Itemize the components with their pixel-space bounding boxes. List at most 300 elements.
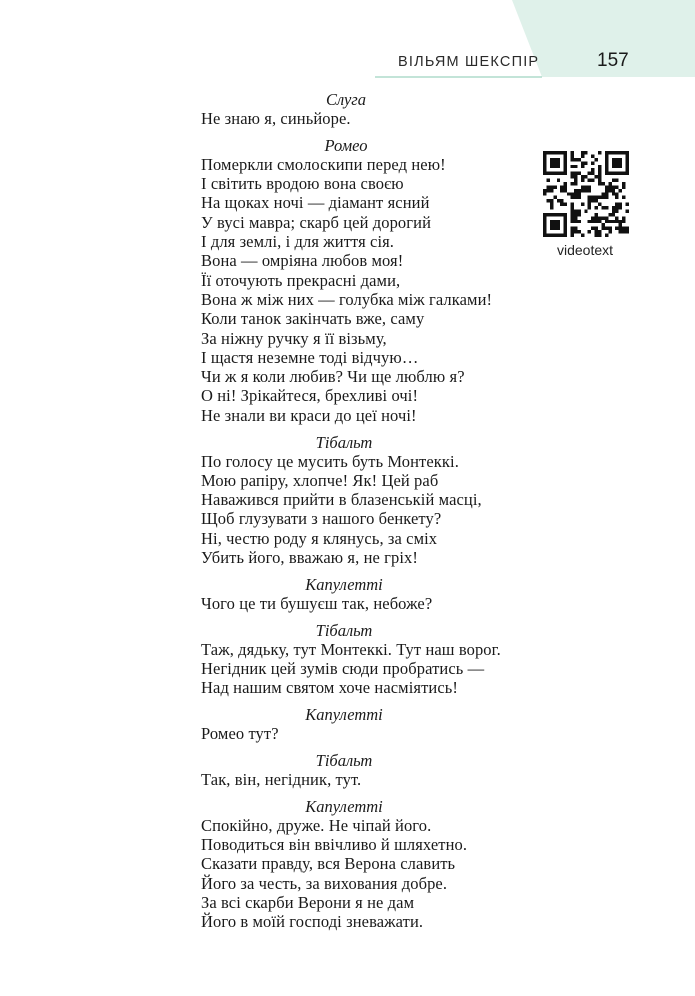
qr-module — [588, 199, 591, 202]
header-band — [0, 0, 695, 80]
qr-module — [601, 182, 604, 185]
qr-module — [560, 213, 563, 216]
qr-module — [595, 230, 598, 233]
qr-module — [615, 179, 618, 182]
qr-module — [553, 196, 556, 199]
verse-line: По голосу це мусить буть Монтеккі. — [201, 451, 459, 471]
qr-module — [571, 192, 574, 195]
qr-module — [619, 189, 622, 192]
qr-module — [574, 165, 577, 168]
qr-module — [543, 213, 546, 216]
qr-module — [612, 179, 615, 182]
qr-module — [612, 213, 615, 216]
verse-line: Таж, дядьку, тут Монтеккі. Тут наш ворог. — [201, 639, 501, 659]
qr-module — [557, 199, 560, 202]
qr-module — [560, 189, 563, 192]
qr-module — [595, 196, 598, 199]
qr-module — [619, 230, 622, 233]
qr-module — [588, 179, 591, 182]
qr-module — [574, 220, 577, 223]
qr-module — [615, 192, 618, 195]
qr-module — [553, 213, 556, 216]
qr-module — [601, 192, 604, 195]
qr-module — [546, 179, 549, 182]
verse-line: Вона — омріяна любов моя! — [201, 251, 404, 271]
qr-module — [605, 185, 608, 188]
qr-module — [584, 209, 587, 212]
qr-module — [564, 182, 567, 185]
qr-module — [546, 234, 549, 237]
qr-module — [615, 216, 618, 219]
qr-module — [546, 172, 549, 175]
qr-module — [550, 185, 553, 188]
qr-module — [626, 165, 629, 168]
qr-module — [591, 220, 594, 223]
qr-module — [574, 213, 577, 216]
qr-module — [584, 185, 587, 188]
qr-module — [543, 165, 546, 168]
qr-module — [557, 227, 560, 230]
qr-code-icon[interactable] — [543, 151, 629, 237]
qr-module — [560, 172, 563, 175]
qr-module — [557, 172, 560, 175]
qr-module — [550, 199, 553, 202]
speaker-name: Тібальт — [315, 620, 373, 640]
speaker-name: Ромео — [324, 135, 368, 155]
qr-module — [577, 189, 580, 192]
qr-module — [595, 216, 598, 219]
qr-module — [564, 189, 567, 192]
qr-module — [598, 220, 601, 223]
qr-module — [574, 158, 577, 161]
verse-line: Його в моїй господі зневажати. — [201, 912, 424, 932]
qr-module — [598, 168, 601, 171]
qr-module — [553, 158, 556, 161]
verse-line: За всі скарби Верони я не дам — [201, 892, 415, 912]
verse-line: Не знаю я, синьйоре. — [201, 109, 351, 128]
qr-module — [608, 213, 611, 216]
qr-module — [546, 199, 549, 202]
qr-module — [588, 230, 591, 233]
qr-module — [564, 234, 567, 237]
qr-module — [622, 182, 625, 185]
speaker-name: Слуга — [326, 90, 366, 109]
qr-module — [557, 234, 560, 237]
qr-module — [598, 230, 601, 233]
qr-module — [595, 175, 598, 178]
qr-module — [591, 179, 594, 182]
qr-module — [595, 213, 598, 216]
qr-module — [550, 227, 553, 230]
qr-module — [557, 220, 560, 223]
qr-module — [612, 206, 615, 209]
qr-module — [560, 234, 563, 237]
qr-module — [615, 196, 618, 199]
verse-line: Негідник цей зумів сюди пробратись — — [201, 658, 485, 678]
qr-module — [571, 213, 574, 216]
qr-module — [622, 227, 625, 230]
qr-module — [588, 220, 591, 223]
qr-module — [564, 213, 567, 216]
qr-module — [598, 175, 601, 178]
qr-module — [588, 196, 591, 199]
qr-module — [626, 172, 629, 175]
qr-module — [564, 165, 567, 168]
qr-module — [557, 165, 560, 168]
qr-module — [591, 199, 594, 202]
qr-module — [581, 203, 584, 206]
qr-module — [615, 206, 618, 209]
qr-module — [571, 203, 574, 206]
qr-module — [626, 161, 629, 164]
qr-module — [553, 161, 556, 164]
qr-module — [557, 161, 560, 164]
speaker-name: Тібальт — [315, 432, 373, 452]
qr-module — [588, 189, 591, 192]
qr-module — [571, 220, 574, 223]
qr-module — [598, 165, 601, 168]
qr-module — [543, 223, 546, 226]
qr-module — [601, 216, 604, 219]
qr-module — [557, 213, 560, 216]
verse-line: Наважився прийти в блазенській масці, — [201, 490, 482, 510]
qr-module — [550, 158, 553, 161]
qr-module — [571, 172, 574, 175]
qr-module — [574, 216, 577, 219]
qr-module — [626, 230, 629, 233]
qr-module — [553, 227, 556, 230]
qr-module — [560, 199, 563, 202]
verse-line: Чого це ти бушуєш так, небоже? — [201, 593, 433, 613]
qr-module — [605, 206, 608, 209]
qr-module — [564, 223, 567, 226]
qr-module — [605, 161, 608, 164]
qr-module — [619, 161, 622, 164]
qr-module — [612, 165, 615, 168]
qr-module — [619, 220, 622, 223]
qr-module — [581, 179, 584, 182]
qr-module — [581, 165, 584, 168]
qr-module — [571, 209, 574, 212]
qr-module — [598, 216, 601, 219]
qr-module — [571, 175, 574, 178]
qr-caption: videotext — [557, 242, 614, 258]
qr-module — [612, 158, 615, 161]
qr-module — [553, 234, 556, 237]
qr-module — [619, 172, 622, 175]
qr-module — [619, 158, 622, 161]
qr-module — [622, 196, 625, 199]
qr-module — [605, 196, 608, 199]
verse-line: Убить його, вважаю я, не гріх! — [201, 548, 418, 567]
qr-module — [550, 165, 553, 168]
qr-module — [577, 172, 580, 175]
running-head: ВІЛЬЯМ ШЕКСПІР — [398, 54, 540, 70]
qr-module — [595, 158, 598, 161]
header-background — [0, 0, 695, 80]
qr-module — [543, 234, 546, 237]
qr-module — [574, 175, 577, 178]
qr-module — [564, 185, 567, 188]
qr-module — [605, 192, 608, 195]
qr-module — [591, 168, 594, 171]
qr-module — [543, 227, 546, 230]
qr-module — [553, 220, 556, 223]
qr-module — [577, 192, 580, 195]
qr-module — [543, 158, 546, 161]
qr-module — [605, 158, 608, 161]
verse-line: Вона ж між них — голубка між галками! — [201, 289, 493, 309]
qr-module — [584, 175, 587, 178]
qr-module — [571, 182, 574, 185]
qr-module — [615, 172, 618, 175]
verse-line: О ні! Зрікайтеся, брехливі очі! — [201, 386, 419, 406]
qr-module — [543, 172, 546, 175]
verse-line: Не знали ви краси до цеї ночі! — [201, 405, 417, 425]
qr-module — [626, 227, 629, 230]
qr-module — [619, 227, 622, 230]
qr-module — [543, 230, 546, 233]
qr-module — [550, 213, 553, 216]
qr-module — [591, 227, 594, 230]
qr-module — [581, 189, 584, 192]
qr-module — [588, 172, 591, 175]
qr-module — [608, 185, 611, 188]
verse-line: У вусі мавра; скарб цей дорогий — [201, 212, 432, 232]
qr-module — [550, 220, 553, 223]
qr-module — [571, 158, 574, 161]
qr-module — [550, 189, 553, 192]
verse-line: Мою рапіру, хлопче! Як! Цей раб — [201, 470, 439, 490]
qr-module — [550, 161, 553, 164]
qr-module — [622, 216, 625, 219]
qr-module — [546, 189, 549, 192]
qr-module — [622, 230, 625, 233]
qr-module — [560, 203, 563, 206]
qr-module — [574, 192, 577, 195]
qr-module — [598, 172, 601, 175]
qr-module — [601, 196, 604, 199]
speaker-name: Капулетті — [305, 574, 383, 594]
qr-module — [608, 182, 611, 185]
qr-module — [571, 216, 574, 219]
qr-module — [605, 234, 608, 237]
qr-module — [612, 161, 615, 164]
qr-module — [564, 216, 567, 219]
qr-module — [543, 161, 546, 164]
qr-module — [626, 203, 629, 206]
qr-module — [574, 209, 577, 212]
verse-line: Померкли смолоскипи перед нею! — [201, 154, 446, 174]
qr-module — [588, 185, 591, 188]
qr-module — [543, 220, 546, 223]
qr-module — [595, 206, 598, 209]
qr-module — [550, 223, 553, 226]
speaker-name: Капулетті — [305, 705, 383, 724]
qr-module — [598, 203, 601, 206]
qr-module — [564, 230, 567, 233]
qr-module — [619, 165, 622, 168]
qr-module — [550, 203, 553, 206]
qr-module — [571, 227, 574, 230]
qr-module — [577, 158, 580, 161]
qr-module — [574, 179, 577, 182]
qr-module — [564, 161, 567, 164]
qr-module — [543, 216, 546, 219]
qr-module — [571, 234, 574, 237]
qr-module — [553, 223, 556, 226]
qr-module — [598, 182, 601, 185]
qr-module — [584, 161, 587, 164]
verse-line: За ніжну ручку я її візьму, — [201, 328, 387, 348]
qr-module — [577, 196, 580, 199]
qr-module — [574, 189, 577, 192]
qr-module — [608, 172, 611, 175]
qr-module — [553, 185, 556, 188]
qr-module — [571, 230, 574, 233]
qr-module — [605, 227, 608, 230]
qr-module — [608, 230, 611, 233]
qr-module — [619, 223, 622, 226]
qr-module — [577, 209, 580, 212]
qr-module — [591, 216, 594, 219]
qr-module — [577, 213, 580, 216]
verse-line: І щастя неземне тоді відчую… — [201, 347, 419, 367]
qr-module — [571, 196, 574, 199]
qr-module — [626, 209, 629, 212]
qr-module — [588, 203, 591, 206]
qr-module — [605, 168, 608, 171]
qr-module — [595, 220, 598, 223]
qr-module — [543, 189, 546, 192]
qr-module — [626, 168, 629, 171]
qr-module — [598, 196, 601, 199]
qr-module — [543, 192, 546, 195]
qr-module — [605, 216, 608, 219]
qr-module — [619, 206, 622, 209]
qr-module — [605, 220, 608, 223]
qr-module — [574, 196, 577, 199]
qr-module — [571, 206, 574, 209]
qr-module — [564, 158, 567, 161]
qr-module — [564, 220, 567, 223]
verse-line: Коли танок закінчать вже, саму — [201, 309, 425, 329]
qr-module — [588, 206, 591, 209]
qr-module — [577, 220, 580, 223]
verse-line: Щоб глузувати з нашого бенкету? — [201, 509, 442, 529]
qr-module — [615, 185, 618, 188]
qr-module — [550, 206, 553, 209]
qr-module — [574, 182, 577, 185]
page-number: 157 — [597, 50, 629, 71]
qr-module — [557, 179, 560, 182]
verse-line: Ромео тут? — [201, 724, 279, 743]
qr-module — [591, 161, 594, 164]
qr-module — [564, 203, 567, 206]
qr-module — [612, 192, 615, 195]
qr-module — [622, 185, 625, 188]
qr-module — [546, 185, 549, 188]
verse-line: Чи ж я коли любив? Чи ще люблю я? — [201, 367, 465, 387]
qr-module — [605, 172, 608, 175]
qr-module — [577, 230, 580, 233]
qr-module — [608, 227, 611, 230]
qr-module — [601, 227, 604, 230]
qr-module — [557, 158, 560, 161]
qr-module — [598, 234, 601, 237]
qr-module — [595, 227, 598, 230]
qr-module — [564, 227, 567, 230]
qr-module — [550, 234, 553, 237]
qr-module — [612, 189, 615, 192]
qr-module — [615, 161, 618, 164]
verse-line: На щоках ночі — діамант ясний — [201, 193, 430, 213]
qr-module — [598, 179, 601, 182]
qr-module — [615, 158, 618, 161]
qr-module — [591, 196, 594, 199]
qr-module — [595, 199, 598, 202]
qr-module — [612, 220, 615, 223]
qr-module — [584, 189, 587, 192]
qr-module — [574, 230, 577, 233]
speaker-name: Капулетті — [305, 796, 383, 816]
verse-line: Його за честь, за вихования добре. — [201, 873, 448, 893]
qr-module — [615, 227, 618, 230]
qr-module — [612, 185, 615, 188]
verse-line: Ні, честю роду я клянусь, за сміх — [201, 528, 438, 548]
qr-module — [615, 203, 618, 206]
qr-module — [615, 165, 618, 168]
verse-line: І для землі, і для життя сія. — [201, 232, 395, 251]
qr-module — [605, 189, 608, 192]
qr-module — [626, 158, 629, 161]
qr-module — [605, 165, 608, 168]
verse-line: І світить вродою вона своєю — [201, 174, 404, 194]
qr-module — [595, 234, 598, 237]
qr-module — [619, 203, 622, 206]
qr-module — [601, 223, 604, 226]
qr-module — [581, 234, 584, 237]
qr-module — [612, 172, 615, 175]
qr-module — [581, 185, 584, 188]
qr-module — [560, 185, 563, 188]
qr-module — [564, 172, 567, 175]
verse-line: Над нашим святом хоче насміятись! — [201, 678, 458, 698]
speaker-name: Тібальт — [315, 750, 373, 770]
verse-line: Поводиться він ввічливо й шляхетно. — [201, 834, 468, 854]
qr-module — [567, 192, 570, 195]
qr-module — [615, 220, 618, 223]
qr-module — [615, 209, 618, 212]
qr-module — [564, 168, 567, 171]
verse-line: Спокійно, друже. Не чіпай його. — [201, 815, 432, 835]
qr-module — [581, 161, 584, 164]
verse-line: Так, він, негідник, тут. — [201, 769, 362, 789]
qr-module — [581, 175, 584, 178]
qr-module — [557, 223, 560, 226]
qr-module — [543, 168, 546, 171]
qr-module — [574, 227, 577, 230]
qr-module — [608, 220, 611, 223]
qr-module — [591, 172, 594, 175]
qr-module — [550, 172, 553, 175]
qr-module — [612, 209, 615, 212]
qr-module — [553, 172, 556, 175]
qr-module — [571, 165, 574, 168]
qr-module — [574, 172, 577, 175]
qr-module — [608, 189, 611, 192]
verse-line: Її оточують прекрасні дами, — [201, 270, 401, 290]
